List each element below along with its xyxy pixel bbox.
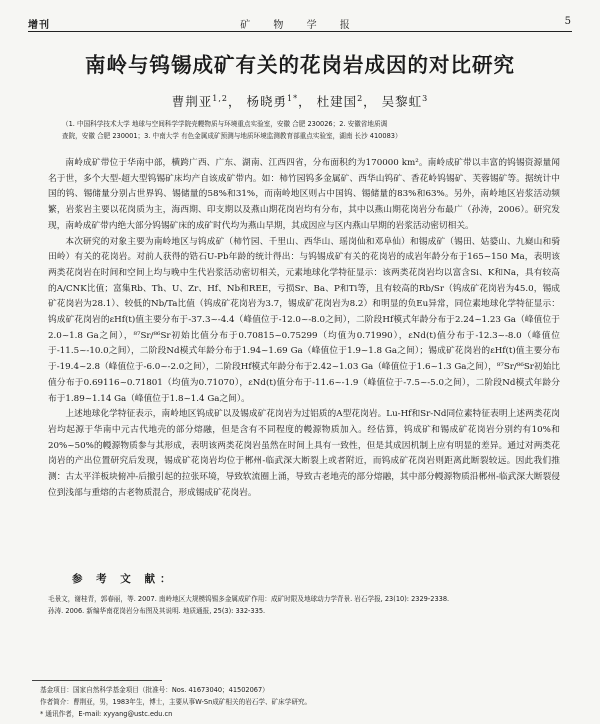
affiliations <box>62 118 568 142</box>
author-list: 曹荆亚$^{1,2}$， 杨晓勇$^{1*}$， 杜建国$^2$， 吴黎虹$^3$ <box>171 93 429 109</box>
article-title: 南岭与钨锡成矿有关的花岗岩成因的对比研究 <box>85 53 515 77</box>
footnote-corresponding-author: * 通讯作者，E-mail: xyyang@ustc.edu.cn <box>40 710 173 718</box>
reference-item: 孙涛. 2006. 新编华南花岗岩分布图及其说明. 地质通报, 25(3): 332-335. <box>48 607 266 615</box>
footnotes <box>40 684 560 720</box>
reference-list <box>48 593 560 617</box>
journal-name: 矿 物 学 报 <box>240 20 360 31</box>
author-affiliation-mark: 2 <box>357 93 364 103</box>
footnote-funding: 基金项目：国家自然科学基金项目（批准号：Nos. 41673040；41502067） <box>40 686 269 694</box>
journal-issue-label: 增刊 <box>28 20 50 31</box>
footnote-author-bio: 作者简介：曹荆亚，男，1983年生，博士，主要从事W-Sn成矿相关的岩石学、矿床学研究。 <box>40 698 312 706</box>
abstract-paragraph: 上述地球化学特征表示，南岭地区钨成矿以及锡成矿花岗岩为过铝质的A型花岗岩。Lu-Hf和Sr-Nd同位素特征表明上述两类花岗岩均起源于华南中元古代地壳的部分熔融，但是含有不同程度的幔源物质加入。经估算，钨成矿和锡成矿花岗岩分别约有10%和20%~50%的幔源物质参与其形成，表明该两类花岗岩虽然在时间上具有一致性，但是其成因机制上应有明显的差异。通过对两类花岗岩的产出位置研究后发现，锡成矿花岗岩均位于郴州-临武深大断裂上或者附近，而钨成矿花岗岩则距离此断裂较远。因此我们推测：古太平洋板块俯冲-后撤引起的拉张环境，导致软流圈上涌，导致古老地壳的部分熔融，其中部分幔源物质沿郴州-临武深大断裂侵位到浅部与重熔的古老物质混合，形成锡成矿花岗岩。 <box>48 409 560 498</box>
author-name: 杜建国 <box>316 94 358 109</box>
author-affiliation-mark: 1* <box>286 93 299 103</box>
author-name: 曹荆亚 <box>171 94 213 109</box>
affiliation-line: 查院，安徽 合肥 230001；3. 中南大学 有色金属成矿预测与地质环境监测教育部重点实验室，湖南 长沙 410083） <box>62 132 402 140</box>
abstract-paragraph: 南岭成矿带位于华南中部，横跨广西、广东、湖南、江西四省，分布面积约为170000 km²。南岭成矿带以丰富的钨锡资源量闻名于世，多个大型-超大型钨锡矿床均产自该成矿带内。如：柿竹园钨多金属矿、西华山钨矿、香花岭钨锡矿、芙蓉锡矿等。据统计中国的钨、锡储量分别占世界钨、锡储量的58%和31%，而南岭地区则占中国钨、锡储量的83%和63%。另外，南岭地区岩浆活动频繁，岩浆岩主要以花岗质为主，海西期、印支期以及燕山期花岗岩均有分布，其中以燕山期花岗岩分布最广（孙涛，2006）。研究发现，南岭成矿带内绝大部分钨锡矿床的成矿时代均为燕山早期，其成因应与区内燕山早期的岩浆活动密切相关。 <box>48 158 560 231</box>
author-affiliation-mark: 1,2 <box>212 93 228 103</box>
author-name: 吴黎虹 <box>381 94 423 109</box>
abstract-paragraph: 本次研究的对象主要为南岭地区与钨成矿（柿竹园、千里山、西华山、瑶岗仙和邓阜仙）和锡成矿（锡田、姑婆山、九嶷山和骑田岭）有关的花岗岩。对前人获得的锆石U-Pb年龄的统计得出：与钨锡成矿有关的花岗岩的成岩年龄分布于165~150 Ma，表明该两类花岗岩在时间和空间上均与晚中生代岩浆活动密切相关，元素地球化学特征显示：该两类花岗岩均以富含Si、K和Na，具有较高的A/CNK比值；富集Rb、Th、U、Zr、Hf、Nb和REE，亏损Sr、Ba、P和Ti等，且有较高的Rb/Sr（钨成矿花岗岩为45.0，锡成矿花岗岩为28.1）、较低的Nb/Ta比值（钨成矿花岗岩为3.7，锡成矿花岗岩为8.2）和明显的负Eu异常，同位素地球化学特征显示：钨成矿花岗岩的εHf(t)值主要分布于-37.3~-4.4（峰值位于-12.0~-8.0之间），二阶段Hf模式年龄分布于2.24~1.23 Ga（峰值位于2.0~1.8 Ga之间），⁸⁷Sr/⁸⁶Sr初始比值分布于0.70815~0.75299（均值为0.71990），εNd(t)值分布于-12.3~-8.0（峰值位于-11.5~-10.0之间），二阶段Nd模式年龄分布于1.94~1.69 Ga（峰值位于1.9~1.8 Ga之间）；锡成矿花岗岩的εHf(t)值主要分布于-19.4~2.8（峰值位于-6.0~-2.0之间），二阶段Hf模式年龄分布于2.42~1.03 Ga（峰值位于1.6~1.3 Ga之间），⁸⁷Sr/⁸⁶Sr初始比值分布于0.69116~0.71801（均值为0.71070），εNd(t)值分布于-11.6~-1.9（峰值位于-7.5~-5.0之间），二阶段Nd模式年龄分布于1.89~1.14 Ga（峰值位于1.8~1.4 Ga之间）。 <box>48 236 560 404</box>
running-header <box>28 14 572 30</box>
affiliation-line: （1. 中国科学技术大学 地球与空间科学学院壳幔物质与环境重点实验室，安徽 合肥 230026；2. 安徽省地质调 <box>62 120 388 128</box>
header-rule <box>28 31 572 32</box>
page-number: 5 <box>564 16 572 27</box>
abstract-body <box>48 156 560 501</box>
author-affiliation-mark: 3 <box>422 93 429 103</box>
author-name: 杨晓勇 <box>246 94 287 109</box>
references-heading: 参 考 文 献： <box>72 573 176 585</box>
footnote-rule <box>32 680 162 681</box>
reference-item: 毛景文，谢桂青，郭春丽，等. 2007. 南岭地区大规模钨锡多金属成矿作用：成矿时限及地球动力学背景. 岩石学报, 23(10): 2329-2338. <box>48 595 450 603</box>
